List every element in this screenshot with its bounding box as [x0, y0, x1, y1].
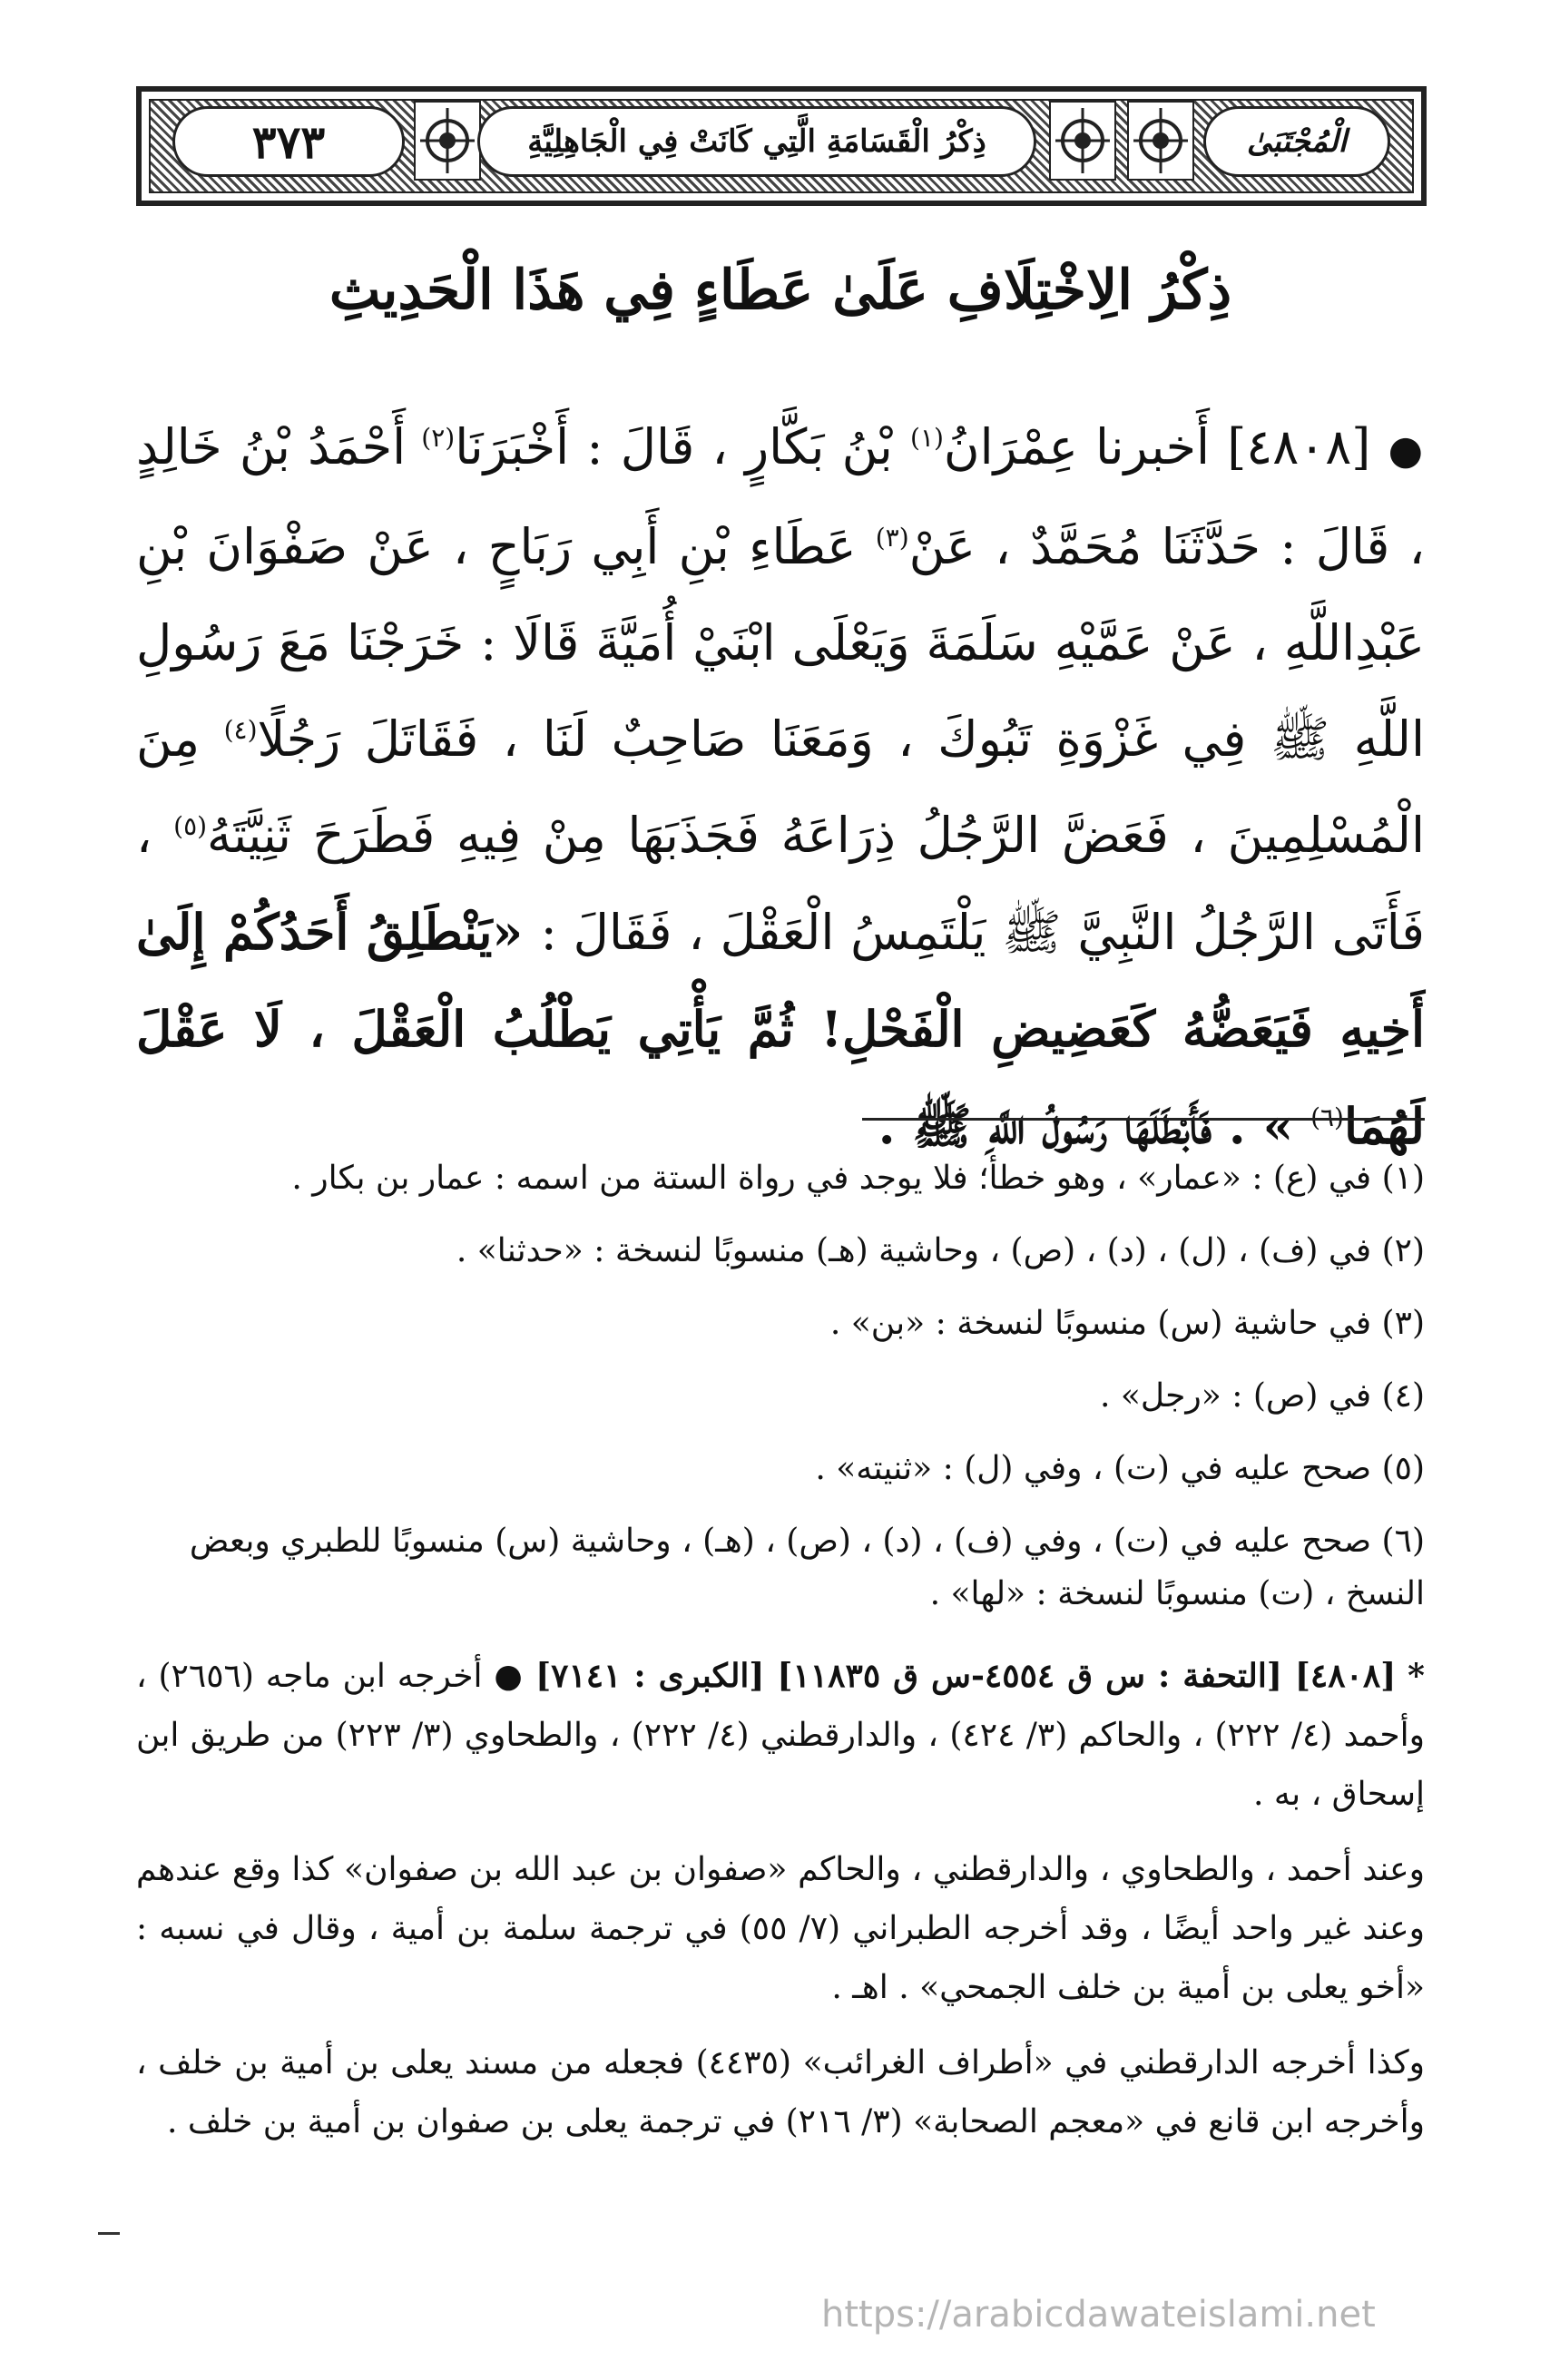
running-title-cartouche: [477, 106, 1036, 177]
takhrij-text: أخرجه ابن ماجه (٢٦٥٦) ، وأحمد (٤/ ٢٢٢) ، والحاكم (٣/ ٤٢٤) ، والدارقطني (٤/ ٢٢٢) ، والطحاوي (٣/ ٢٢٣) من طريق ابن إسحاق ، به .: [136, 1658, 1425, 1813]
hadith-segment: ، فَأَتَى الرَّجُلُ النَّبِيَّ ﷺ يَلْتَمِسُ الْعَقْلَ ، فَقَالَ :: [136, 807, 1425, 961]
takhrij-reference: [٤٨٠٨] [التحفة : س ق ٤٥٥٤-س ق ١١٨٣٥] [الكبرى : ٧١٤١]: [535, 1657, 1397, 1695]
page-header: [136, 86, 1427, 206]
book-logo: الْمُجْتَبَىٰ: [1246, 123, 1348, 160]
footnote-3: (٣) في حاشية (س) منسوبًا لنسخة : «بن» .: [829, 1305, 1425, 1342]
takhrij-paragraph: [136, 1647, 1425, 1824]
takhrij-paragraph: وعند أحمد ، والطحاوي ، والدارقطني ، والحاكم «صفوان بن عبد الله بن صفوان» كذا وقع عندهم وعند غير واحد أيضًا ، وقد أخرجه الطبراني (٧/ ٥٥) في ترجمة سلمة بن أمية ، وقال في نسبه : «أخو يعلى بن أمية بن خلف الجمحي» . اهـ .: [136, 1851, 1425, 2006]
page-number: ٣٧٣: [251, 114, 326, 169]
book-logo-cartouche: [1203, 106, 1390, 177]
footnote-ref[interactable]: (٦): [1310, 1102, 1344, 1132]
footnotes: [136, 1152, 1425, 1641]
bullet-icon: ●: [494, 1658, 525, 1695]
hadith-segment: مِنَ الْمُسْلِمِينَ ، فَعَضَّ الرَّجُلُ ذِرَاعَهُ فَجَذَبَهَا مِنْ فِيهِ فَطَرَحَ ثَنِيَّتَهُ: [136, 710, 1425, 864]
hadith-segment: أَخبرنا عِمْرَانُ: [943, 418, 1210, 475]
takhrij-section: [136, 1647, 1425, 2168]
margin-mark: [98, 2232, 120, 2235]
hadith-segment: عَطَاءِ بْنِ أَبِي رَبَاحٍ ، عَنْ صَفْوَانَ بْنِ عَبْدِاللَّهِ ، عَنْ عَمَّيْهِ سَلَمَةَ وَيَعْلَى ابْنَيْ أُمَيَّةَ قَالَا : خَرَجْنَا مَعَ رَسُولِ اللَّهِ ﷺ فِي غَزْوَةِ تَبُوكَ ، وَمَعَنَا صَاحِبٌ لَنَا ، فَقَاتَلَ رَجُلًا: [136, 518, 1425, 768]
footnote-ref[interactable]: (١): [910, 423, 944, 453]
footnote-ref[interactable]: (٣): [875, 523, 909, 553]
footnote-ref[interactable]: (٤): [223, 715, 258, 745]
star-icon: *: [1408, 1657, 1425, 1695]
running-title: ذِكْرُ الْقَسَامَةِ الَّتِي كَانَتْ فِي الْجَاهِلِيَّةِ: [527, 123, 986, 160]
footnote-2: (٢) في (ف) ، (ل) ، (د) ، (ص) ، وحاشية (هـ) منسوبًا لنسخة : «حدثنا» .: [456, 1232, 1425, 1269]
hadith-number: [٤٨٠٨]: [1227, 418, 1371, 475]
footnote-ref[interactable]: (٢): [421, 423, 456, 453]
hadith-text: [136, 399, 1425, 1175]
hadith-segment: » . فَأَبْطَلَهَا رَسُولُ اللَّهِ ﷺ .: [878, 1097, 1311, 1155]
takhrij-paragraph: وكذا أخرجه الدارقطني في «أطراف الغرائب» (٤٤٣٥) فجعله من مسند يعلى بن أمية بن خلف ، وأخرجه ابن قانع في «معجم الصحابة» (٣/ ٢١٦) في ترجمة يعلى بن صفوان بن أمية بن خلف .: [136, 2044, 1426, 2140]
bullet-icon: ●: [1388, 427, 1425, 474]
floral-ornament-icon: [414, 101, 481, 181]
footnote-1: (١) في (ع) : «عمار» ، وهو خطأ؛ فلا يوجد في رواة الستة من اسمه : عمار بن بكار .: [291, 1160, 1425, 1197]
footnote-5: (٥) صحح عليه في (ت) ، وفي (ل) : «ثنيته» .: [815, 1450, 1425, 1487]
footnote-divider: [862, 1118, 1425, 1121]
hadith-segment: أَحْمَدُ بْنُ خَالِدٍ ، قَالَ : حَدَّثَنَا مُحَمَّدٌ ، عَنْ: [136, 418, 1425, 575]
hadith-segment: بْنُ بَكَّارٍ ، قَالَ : أَخْبَرَنَا: [455, 418, 910, 475]
watermark-url: https://arabicdawateislami.net: [821, 2294, 1376, 2336]
prophetic-saying: «يَنْطَلِقُ أَحَدُكُمْ إِلَىٰ أَخِيهِ فَيَعَضُّهُ كَعَضِيضِ الْفَحْلِ! ثُمَّ يَأْتِي يَطْلُبُ الْعَقْلَ ، لَا عَقْلَ لَهُمَا: [136, 903, 1425, 1155]
footnote-6: (٦) صحح عليه في (ت) ، وفي (ف) ، (د) ، (ص) ، (هـ) ، وحاشية (س) منسوبًا للطبري وبعض النسخ ، (ت) منسوبًا لنسخة : «لها» .: [189, 1523, 1425, 1612]
floral-ornament-icon: [1127, 101, 1194, 181]
page-number-cartouche: [172, 106, 405, 177]
footnote-4: (٤) في (ص) : «رجل» .: [1099, 1377, 1425, 1415]
section-title: ذِكْرُ الِاخْتِلَافِ عَلَىٰ عَطَاءٍ فِي هَذَا الْحَدِيثِ: [329, 259, 1232, 322]
floral-ornament-icon: [1049, 101, 1116, 181]
footnote-ref[interactable]: (٥): [173, 811, 208, 841]
